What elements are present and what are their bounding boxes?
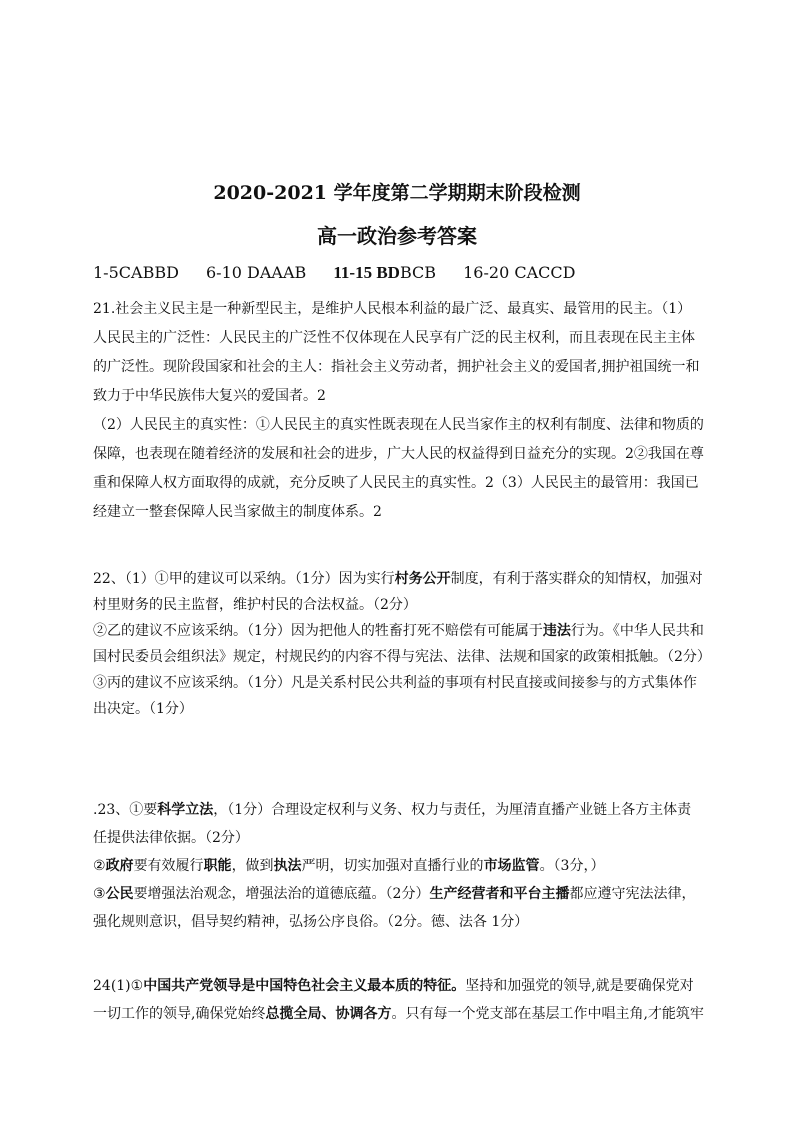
q22-paragraph-2: ②乙的建议不应该采纳。（1分）因为把他人的牲畜打死不赔偿有可能属于违法行为。《中华人民共和国村民委员会组织法》规定，村规民约的内容不得与宪法、法律、法规和国家的政策相抵触。（2分） [93, 623, 711, 665]
choice-answers [93, 263, 597, 283]
answer-group-6-10: 6-10 DAAAB [206, 263, 307, 282]
question-22 [93, 566, 711, 722]
q22-paragraph-3: ③丙的建议不应该采纳。（1分）凡是关系村民公共利益的事项有村民直接或间接参与的方式集体作出决定。（1分） [93, 675, 697, 717]
document-subtitle: 高一政治参考答案 [317, 224, 477, 248]
q21-paragraph-1: 21.社会主义民主是一种新型民主，是维护人民根本利益的最广泛、最真实、最管用的民主。（1）人民民主的广泛性：人民民主的广泛性不仅体现在人民享有广泛的民主权利，而且表现在民主主体的广泛性。现阶段国家和社会的主人：指社会主义劳动者，拥护社会主义的爱国者,拥护祖国统一和致力于中华民族伟大复兴的爱国者。2 [93, 301, 700, 404]
q23-paragraph-3: ③公民要增强法治观念，增强法治的道德底蕴。（2分）生产经营者和平台主播都应遵守宪法法律，强化规则意识，倡导契约精神，弘扬公序良俗。（2分。德、法各 1分） [93, 886, 696, 930]
q24-paragraph-1: 24(1)①中国共产党领导是中国特色社会主义最本质的特征。坚持和加强党的领导,就是要确保党对一切工作的领导,确保党始终总揽全局、协调各方。只有每一个党支部在基层工作中唱主角,才能筑牢 [93, 978, 704, 1022]
q23-paragraph-2: ②政府要有效履行职能，做到执法严明，切实加强对直播行业的市场监管。（3分，） [93, 858, 605, 874]
answer-group-16-20: 16-20 CACCD [463, 263, 576, 282]
answer-group-11-15: 11-15 BDBCB [333, 263, 437, 282]
answer-group-1-5: 1-5CABBD [93, 263, 179, 282]
q22-paragraph-1: 22、（1）①甲的建议可以采纳。（1分）因为实行村务公开制度，有利于落实群众的知情权，加强对村里财务的民主监督，维护村民的合法权益。（2分） [93, 571, 703, 613]
q23-paragraph-1: .23、①要科学立法，（1分）合理设定权利与义务、权力与责任，为厘清直播产业链上各方主体责任提供法律依据。（2分） [93, 802, 692, 846]
document-title: 2020-2021 学年度第二学期期末阶段检测 [213, 182, 581, 204]
question-21 [93, 295, 705, 527]
q21-paragraph-2: （2）人民民主的真实性：①人民民主的真实性既表现在人民当家作主的权利有制度、法律和物质的保障，也表现在随着经济的发展和社会的进步，广大人民的权益得到日益充分的实现。2②我国在尊重和保障人权方面取得的成就，充分反映了人民民主的真实性。2（3）人民民主的最管用：我国已经建立一整套保障人民当家做主的制度体系。2 [93, 417, 704, 520]
question-24 [93, 972, 705, 1028]
question-23 [93, 796, 705, 936]
